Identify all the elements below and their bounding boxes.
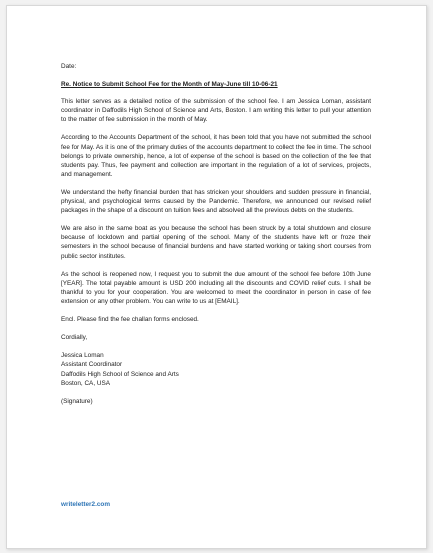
paragraph-pandemic: We understand the hefty financial burden that has stricken your shoulders and sudden pressure in financial, physical, and psychological terms caused by the Pandemic. Therefore, we announced our revised relief packages in the shape of a discount on tuition fees and absolved all the previous debts on the students.: [61, 188, 371, 215]
paragraph-accounts: According to the Accounts Department of the school, it has been told that you have not submitted the school fee for May. As it is one of the primary duties of the accounts department to collect the fee in time. The school belongs to private ownership, hence, a lot of expense of the school is based on the collection of the fee that students pay. Thus, fee payment and collection are important in the regulation of a lot of services, projects, and management.: [61, 134, 371, 178]
signer-organization: Daffodils High School of Science and Arts: [61, 370, 179, 378]
signer-name: Jessica Loman: [61, 352, 104, 360]
paragraph-shutdown: We are also in the same boat as you because the school has been struck by a total shutdown and closure because of lockdown and partial opening of the school. Many of the students have left or froze their semesters in the school because of financial burdens and have started working or taking short courses from public sector institutes.: [61, 225, 371, 260]
signer-location: Boston, CA, USA: [61, 380, 111, 388]
signature-block: [61, 351, 371, 406]
closing-line: Cordially,: [61, 334, 88, 342]
website-link[interactable]: writeletter2.com: [61, 501, 111, 508]
paragraph-request: As the school is reopened now, I request you to submit the due amount of the school fee before 10th June [YEAR]. The total payable amount is USD 200 including all the discounts and COVID relief cuts. I shall be thankful to you for your cooperation. You are welcomed to meet the coordinator in person in case of fee extension or any other problem. You can write to us at [EMAIL].: [61, 270, 371, 305]
document-page: [6, 5, 427, 549]
signer-title: Assistant Coordinator: [61, 361, 123, 369]
signature-placeholder: (Signature): [61, 398, 93, 406]
letter-body: [61, 62, 371, 407]
date-label: Date:: [61, 63, 77, 70]
paragraph-intro: This letter serves as a detailed notice of the submission of the school fee. I am Jessica Loman, assistant coordinator in Daffodils High School of Science and Arts, Boston. I am writing this letter to pull your attention to the matter of fee submission in the month of May.: [61, 98, 371, 124]
letter-subject: Re. Notice to Submit School Fee for the Month of May-June till 10-06-21: [61, 81, 278, 89]
paragraph-enclosure: Encl. Please find the fee challan forms enclosed.: [61, 315, 199, 323]
